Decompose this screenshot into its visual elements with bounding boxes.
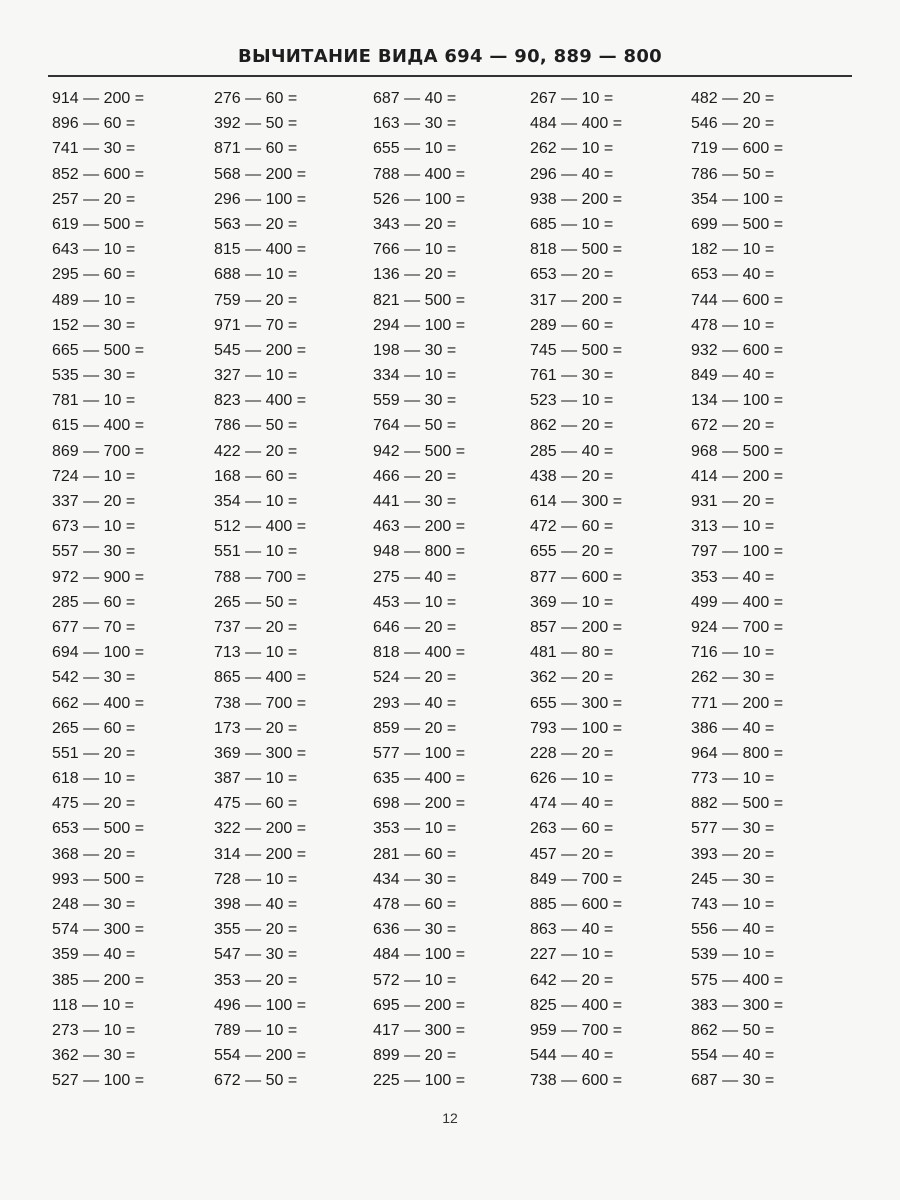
exercise-item: 386 — 40 = <box>691 719 775 737</box>
exercise-item: 263 — 60 = <box>530 820 614 838</box>
exercise-item: 262 — 30 = <box>691 669 775 687</box>
exercise-item: 293 — 40 = <box>373 694 457 712</box>
exercise-item: 863 — 40 = <box>530 921 614 939</box>
exercise-item: 728 — 10 = <box>214 870 298 888</box>
exercise-column-2 <box>214 86 373 1094</box>
exercise-item: 355 — 20 = <box>214 921 298 939</box>
exercise-item: 152 — 30 = <box>52 316 136 334</box>
exercise-item: 849 — 700 = <box>530 870 623 888</box>
exercise-item: 737 — 20 = <box>214 618 298 636</box>
exercise-item: 354 — 10 = <box>214 493 298 510</box>
exercise-item: 539 — 10 = <box>691 946 775 964</box>
exercise-item: 173 — 20 = <box>214 719 298 737</box>
exercise-item: 118 — 10 = <box>52 996 134 1014</box>
exercise-item: 472 — 60 = <box>530 518 614 536</box>
exercise-item: 228 — 20 = <box>530 744 614 762</box>
exercise-item: 285 — 40 = <box>530 442 614 460</box>
exercise-item: 971 — 70 = <box>214 316 298 334</box>
exercise-item: 434 — 30 = <box>373 870 457 888</box>
exercise-item: 786 — 50 = <box>214 417 298 435</box>
exercise-item: 662 — 400 = <box>52 694 145 712</box>
exercise-item: 474 — 40 = <box>530 795 614 813</box>
exercise-item: 869 — 700 = <box>52 442 145 460</box>
exercise-item: 615 — 400 = <box>52 417 145 435</box>
exercise-item: 353 — 20 = <box>214 971 298 989</box>
exercise-item: 417 — 300 = <box>373 1021 466 1039</box>
exercise-item: 343 — 20 = <box>373 215 457 233</box>
exercise-item: 496 — 100 = <box>214 996 307 1014</box>
exercise-item: 265 — 60 = <box>52 719 136 737</box>
exercise-item: 653 — 40 = <box>691 266 775 284</box>
exercise-item: 276 — 60 = <box>214 90 298 107</box>
exercise-item: 322 — 200 = <box>214 820 307 838</box>
exercise-item: 453 — 10 = <box>373 593 457 611</box>
exercise-item: 542 — 30 = <box>52 669 136 687</box>
exercise-item: 475 — 20 = <box>52 795 136 813</box>
exercise-item: 182 — 10 = <box>691 241 775 259</box>
exercise-item: 262 — 10 = <box>530 140 614 158</box>
exercise-item: 614 — 300 = <box>530 493 623 510</box>
exercise-item: 457 — 20 = <box>530 845 614 863</box>
exercise-item: 698 — 200 = <box>373 795 466 813</box>
exercise-item: 198 — 30 = <box>373 341 457 359</box>
exercise-item: 535 — 30 = <box>52 367 136 385</box>
exercise-item: 862 — 20 = <box>530 417 614 435</box>
exercise-item: 478 — 10 = <box>691 316 775 334</box>
exercise-item: 761 — 30 = <box>530 367 614 385</box>
exercise-item: 932 — 600 = <box>691 341 784 359</box>
exercise-item: 882 — 500 = <box>691 795 784 813</box>
exercise-item: 619 — 500 = <box>52 215 145 233</box>
exercise-item: 441 — 30 = <box>373 493 457 510</box>
exercise-item: 168 — 60 = <box>214 467 298 485</box>
exercise-item: 554 — 200 = <box>214 1047 307 1065</box>
exercise-item: 327 — 10 = <box>214 367 298 385</box>
exercise-item: 924 — 700 = <box>691 618 784 636</box>
exercise-item: 741 — 30 = <box>52 140 136 158</box>
exercise-item: 387 — 10 = <box>214 770 298 788</box>
exercise-item: 745 — 500 = <box>530 341 623 359</box>
exercise-item: 484 — 100 = <box>373 946 466 964</box>
exercise-item: 478 — 60 = <box>373 896 457 913</box>
exercise-item: 392 — 50 = <box>214 115 298 133</box>
exercise-item: 577 — 100 = <box>373 744 466 762</box>
exercise-item: 563 — 20 = <box>214 215 298 233</box>
exercise-item: 438 — 20 = <box>530 467 614 485</box>
exercise-item: 368 — 20 = <box>52 845 136 863</box>
exercise-item: 554 — 40 = <box>691 1047 775 1065</box>
exercise-item: 688 — 10 = <box>214 266 298 284</box>
exercise-item: 551 — 10 = <box>214 543 298 561</box>
exercise-column-5 <box>691 86 841 1094</box>
exercise-item: 273 — 10 = <box>52 1021 136 1039</box>
exercise-item: 296 — 40 = <box>530 165 614 183</box>
exercise-item: 773 — 10 = <box>691 770 775 788</box>
exercise-item: 523 — 10 = <box>530 392 614 410</box>
exercise-item: 337 — 20 = <box>52 493 136 510</box>
exercise-item: 577 — 30 = <box>691 820 775 838</box>
exercise-item: 821 — 500 = <box>373 291 466 309</box>
exercise-item: 716 — 10 = <box>691 644 775 662</box>
exercise-item: 544 — 40 = <box>530 1047 614 1065</box>
exercise-item: 353 — 10 = <box>373 820 457 838</box>
exercise-item: 398 — 40 = <box>214 896 298 913</box>
exercise-item: 281 — 60 = <box>373 845 457 863</box>
exercise-item: 673 — 10 = <box>52 518 136 536</box>
exercise-item: 296 — 100 = <box>214 190 307 208</box>
exercise-item: 574 — 300 = <box>52 921 145 939</box>
exercise-item: 545 — 200 = <box>214 341 307 359</box>
exercise-item: 383 — 300 = <box>691 996 784 1014</box>
exercise-item: 896 — 60 = <box>52 115 136 133</box>
exercise-item: 463 — 200 = <box>373 518 466 536</box>
exercise-item: 781 — 10 = <box>52 392 136 410</box>
page-title: ВЫЧИТАНИЕ ВИДА 694 — 90, 889 — 800 <box>237 46 663 67</box>
exercise-item: 818 — 400 = <box>373 644 466 662</box>
exercise-item: 575 — 400 = <box>691 971 784 989</box>
exercise-item: 942 — 500 = <box>373 442 466 460</box>
exercise-column-1 <box>52 86 214 1094</box>
exercise-item: 825 — 400 = <box>530 996 623 1014</box>
exercise-item: 642 — 20 = <box>530 971 614 989</box>
exercise-item: 359 — 40 = <box>52 946 136 964</box>
exercise-item: 964 — 800 = <box>691 744 784 762</box>
exercise-item: 362 — 20 = <box>530 669 614 687</box>
exercise-item: 481 — 80 = <box>530 644 614 662</box>
page-number: 12 <box>442 1110 458 1126</box>
exercise-item: 972 — 900 = <box>52 568 145 586</box>
exercise-item: 938 — 200 = <box>530 190 623 208</box>
exercise-item: 635 — 400 = <box>373 770 466 788</box>
exercise-item: 527 — 100 = <box>52 1072 145 1090</box>
exercise-item: 789 — 10 = <box>214 1021 298 1039</box>
exercise-item: 695 — 200 = <box>373 996 466 1014</box>
exercise-item: 685 — 10 = <box>530 215 614 233</box>
exercise-item: 489 — 10 = <box>52 291 136 309</box>
exercise-item: 362 — 30 = <box>52 1047 136 1065</box>
exercise-item: 556 — 40 = <box>691 921 775 939</box>
exercise-item: 788 — 400 = <box>373 165 466 183</box>
exercise-item: 899 — 20 = <box>373 1047 457 1065</box>
exercise-item: 313 — 10 = <box>691 518 775 536</box>
exercise-column-4 <box>530 86 691 1094</box>
exercise-item: 815 — 400 = <box>214 241 307 259</box>
exercise-item: 738 — 700 = <box>214 694 307 712</box>
exercise-item: 672 — 50 = <box>214 1072 298 1090</box>
exercise-item: 285 — 60 = <box>52 593 136 611</box>
exercise-item: 687 — 40 = <box>373 90 457 107</box>
exercise-item: 225 — 100 = <box>373 1072 466 1090</box>
exercise-item: 136 — 20 = <box>373 266 457 284</box>
exercise-item: 314 — 200 = <box>214 845 307 863</box>
title-rule <box>48 75 852 77</box>
exercise-item: 871 — 60 = <box>214 140 298 158</box>
exercise-item: 414 — 200 = <box>691 467 784 485</box>
exercise-item: 512 — 400 = <box>214 518 307 536</box>
exercise-item: 959 — 700 = <box>530 1021 623 1039</box>
exercise-item: 475 — 60 = <box>214 795 298 813</box>
exercise-item: 422 — 20 = <box>214 442 298 460</box>
exercise-item: 823 — 400 = <box>214 392 307 410</box>
exercise-item: 931 — 20 = <box>691 493 775 510</box>
exercise-item: 859 — 20 = <box>373 719 457 737</box>
exercise-item: 713 — 10 = <box>214 644 298 662</box>
exercise-item: 547 — 30 = <box>214 946 298 964</box>
exercise-item: 163 — 30 = <box>373 115 457 133</box>
exercise-item: 797 — 100 = <box>691 543 784 561</box>
exercise-item: 294 — 100 = <box>373 316 466 334</box>
exercise-item: 694 — 100 = <box>52 644 145 662</box>
exercise-grid <box>52 86 841 1094</box>
exercise-item: 265 — 50 = <box>214 593 298 611</box>
exercise-item: 655 — 20 = <box>530 543 614 561</box>
exercise-item: 557 — 30 = <box>52 543 136 561</box>
exercise-item: 572 — 10 = <box>373 971 457 989</box>
exercise-item: 334 — 10 = <box>373 367 457 385</box>
exercise-item: 862 — 50 = <box>691 1021 775 1039</box>
exercise-item: 551 — 20 = <box>52 744 136 762</box>
exercise-item: 484 — 400 = <box>530 115 623 133</box>
exercise-item: 466 — 20 = <box>373 467 457 485</box>
exercise-item: 699 — 500 = <box>691 215 784 233</box>
exercise-item: 482 — 20 = <box>691 90 775 107</box>
exercise-item: 646 — 20 = <box>373 618 457 636</box>
exercise-item: 257 — 20 = <box>52 190 136 208</box>
exercise-item: 759 — 20 = <box>214 291 298 309</box>
exercise-item: 526 — 100 = <box>373 190 466 208</box>
exercise-item: 369 — 300 = <box>214 744 307 762</box>
exercise-item: 738 — 600 = <box>530 1072 623 1090</box>
exercise-item: 655 — 10 = <box>373 140 457 158</box>
exercise-item: 248 — 30 = <box>52 896 136 913</box>
exercise-item: 771 — 200 = <box>691 694 784 712</box>
exercise-item: 818 — 500 = <box>530 241 623 259</box>
exercise-item: 968 — 500 = <box>691 442 784 460</box>
exercise-item: 134 — 100 = <box>691 392 784 410</box>
exercise-item: 267 — 10 = <box>530 90 614 107</box>
exercise-item: 865 — 400 = <box>214 669 307 687</box>
exercise-item: 948 — 800 = <box>373 543 466 561</box>
exercise-item: 636 — 30 = <box>373 921 457 939</box>
exercise-item: 626 — 10 = <box>530 770 614 788</box>
exercise-item: 877 — 600 = <box>530 568 623 586</box>
exercise-item: 788 — 700 = <box>214 568 307 586</box>
exercise-item: 724 — 10 = <box>52 467 136 485</box>
exercise-item: 744 — 600 = <box>691 291 784 309</box>
exercise-item: 786 — 50 = <box>691 165 775 183</box>
exercise-item: 993 — 500 = <box>52 870 145 888</box>
exercise-item: 766 — 10 = <box>373 241 457 259</box>
exercise-item: 849 — 40 = <box>691 367 775 385</box>
exercise-item: 857 — 200 = <box>530 618 623 636</box>
exercise-item: 354 — 100 = <box>691 190 784 208</box>
exercise-item: 914 — 200 = <box>52 90 145 107</box>
exercise-item: 653 — 20 = <box>530 266 614 284</box>
exercise-item: 672 — 20 = <box>691 417 775 435</box>
exercise-item: 665 — 500 = <box>52 341 145 359</box>
exercise-item: 687 — 30 = <box>691 1072 775 1090</box>
exercise-item: 499 — 400 = <box>691 593 784 611</box>
exercise-item: 653 — 500 = <box>52 820 145 838</box>
exercise-item: 295 — 60 = <box>52 266 136 284</box>
exercise-item: 353 — 40 = <box>691 568 775 586</box>
exercise-item: 677 — 70 = <box>52 618 136 636</box>
exercise-item: 289 — 60 = <box>530 316 614 334</box>
exercise-item: 275 — 40 = <box>373 568 457 586</box>
exercise-item: 524 — 20 = <box>373 669 457 687</box>
exercise-item: 793 — 100 = <box>530 719 623 737</box>
exercise-item: 885 — 600 = <box>530 896 623 913</box>
exercise-item: 227 — 10 = <box>530 946 614 964</box>
exercise-column-3 <box>373 86 530 1094</box>
exercise-item: 743 — 10 = <box>691 896 775 913</box>
exercise-item: 618 — 10 = <box>52 770 136 788</box>
exercise-item: 643 — 10 = <box>52 241 136 259</box>
exercise-item: 317 — 200 = <box>530 291 623 309</box>
exercise-item: 852 — 600 = <box>52 165 145 183</box>
exercise-item: 655 — 300 = <box>530 694 623 712</box>
exercise-item: 385 — 200 = <box>52 971 145 989</box>
exercise-item: 568 — 200 = <box>214 165 307 183</box>
exercise-item: 369 — 10 = <box>530 593 614 611</box>
exercise-item: 245 — 30 = <box>691 870 775 888</box>
exercise-item: 719 — 600 = <box>691 140 784 158</box>
exercise-item: 393 — 20 = <box>691 845 775 863</box>
exercise-item: 559 — 30 = <box>373 392 457 410</box>
exercise-item: 546 — 20 = <box>691 115 775 133</box>
exercise-item: 764 — 50 = <box>373 417 457 435</box>
